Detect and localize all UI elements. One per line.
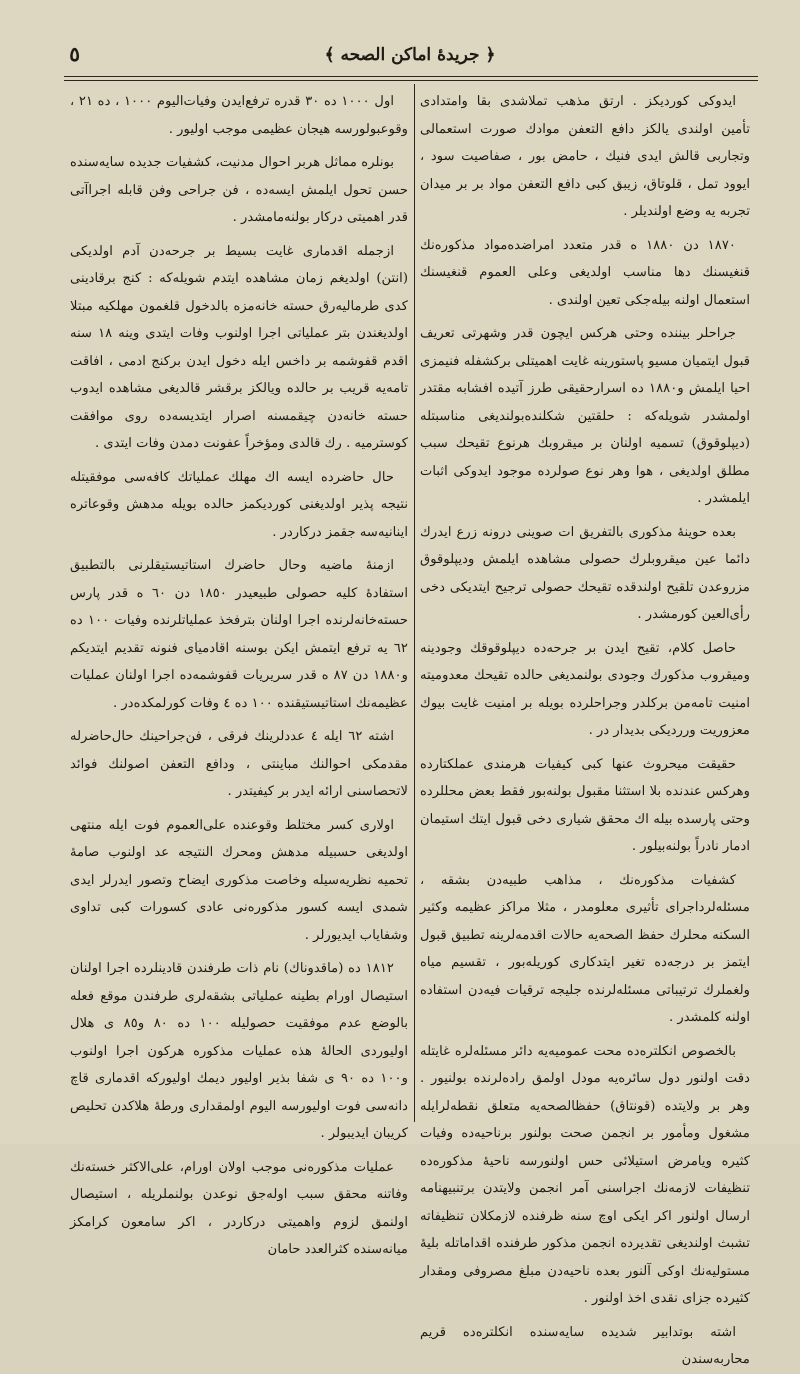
paragraph: ازمنهٔ ماضیه وحال حاضرك استاتیستیقلرنی بالتطبیق استفادهٔ کلیه حصولی طبیعیدر ١٨٥٠ دن ٦٠ ه قدر پارس حسته‌خانه‌لرنده اجرا اولنان بترفخذ عملیاتلرنده وفیات ١٠٠ ده ٦٢ یه ترفع ایتمش ایکن بوسنه اقادمیای فنونه تقدیم ایتدیکم و١٨٨٠ دن ٨٧ ه قدر سریریات قفوشمه‌ده اجرا اولنان عملیات عظیمه‌نك استاتیستیقنده ١٠٠ ده ٤ وفات کورلمکده‌در . bbox=[70, 558, 409, 711]
paragraph: ١٨١٢ ده (ماقدوناك) نام ذات طرفندن قادینلرده اجرا اولنان استیصال اورام بطینه عملیاتی بشقه‌لری طرفندن موقع فعله بالوضع عدم موفقیت حصولیله ١٠٠ ده ٨٠ و٨٥ ی هلال اولیوردی الحالهٔ هذه عملیات مذکوره هرکون اجرا اولنوب و١٠٠ ده ٩٠ ی شفا بذیر اولیور دیمك اولیورکه اقدماری قاچ دانه‌سی فوت اولیورسه الیوم اولمقداری ورطهٔ هلاکدن تحلیص کریبان ایدیبولر . bbox=[70, 961, 409, 1141]
paragraph: حقیقت میحروث عنها کبی کیفیات هرمندی عملکتارده وهرکس عندنده بلا استثنا مقبول بولنه‌بور فقط بعض محللرده وحتی پارسده بیله اك محقق شیاری دخی قبول ایتك استیمان ادمار نادراً بولنه‌بیلور . bbox=[420, 756, 750, 854]
paragraph: کشفیات مذکوره‌نك ، مذاهب طبیه‌دن بشقه ، مسئله‌لرداجرای تأثیری معلومدر ، مثلا مراکز عظیمه وکثیر السکنه محلرك حفظ الصحه‌یه حالات اقدمه‌لرینه تطبیق قبول ایتمز بر درجه‌ده تغیر ایتدکاری کوریله‌بور ، تقسیم میاه ولغملرك ترتیباتی مسئله‌لرنده جلیجه ترقیات فیه‌دن استفاده اولنه کلمشدر . bbox=[420, 872, 750, 1025]
paragraph: اولاری کسر مختلط وقوعنده علی‌العموم فوت ایله منتهی اولدیغی حسبیله مدهش ومحرك النتیجه عد اولنوب صامهٔ تحمیه نظریه‌سیله وخاصت مذکوری ایضاح وتصور ایدرلر ایدی شمدی ایسه کسور مذکوره‌نی عادی کسورات کبی تداوی وشفایاب ایدیورلر . bbox=[70, 817, 408, 943]
paragraph: ١٨٧٠ دن ١٨٨٠ ه قدر متعدد امراضده‌مواد مذکوره‌نك قنغیسنك دها مناسب اولدیغی وعلی العموم قنغیسنك استعمال اولنه بیله‌جکی تعین اولندی . bbox=[420, 237, 750, 308]
column-divider bbox=[414, 84, 415, 1122]
left-column bbox=[70, 88, 409, 1257]
paragraph: حاصل کلام، تقیح ایدن بر جرحه‌ده دیپلوقوقك وجودینه ومیقروب مذکورك وجودی بولنمدیغی حالده تقیحك معدومیته امنیت تامه‌من برکلدر وجراحلرده بویله بر امنیت غایت بیوك معزوریت ورردیکی بدیدار در . bbox=[420, 640, 750, 738]
paragraph: ازجمله اقدماری غایت بسیط بر جرحه‌دن آدم اولدیکی (انتن) اولدیغم زمان مشاهده ایتدم شویله‌که : کنج برقادینی کدی طرمالیه‌رق حسته خانه‌مزه بالدخول قلغمون مهلکیه مبتلا اولدیغندن بتر عملیاتی اجرا اولنوب وفات ایتدی وینه ١٨ سنه اقدم قفوشمه بر داخس ایله دخول ایدن برکنج ادمی ، افاقت تامه‌یه قریب بر حالده ویالکز برقشر قالدیغی مشاهده ایدوب حسته خانه‌دن چیقمسنه اصرار ایتدیسه‌ده روی موافقت کوسترمیه . رك قالدی ومؤخراً عفونت دمدن وفات ایتدی . bbox=[70, 243, 408, 451]
paragraph: جراحلر بیننده وحتی هرکس ایچون قدر وشهرتی تعریف قبول ایتمیان مسیو پاستورینه غایت اهمیتلی برکشفله فنیمزی احیا ایلمش و١٨٨٠ ده اسرارحقیقی طرز آتیده افشابه مقتدر اولمشدر شویله‌که : حلقتین شکلنده‌بولندیغی مناسبتله (دیپلوقوق) تسمیه اولنان بر میقروبك هرنوع تقیحك سبب مطلق اولدیغی ، هوا وهر نوع صولرده موجود ایدوکی اثبات ایلمشدر . bbox=[420, 326, 750, 506]
paragraph: بعده حوینهٔ مذکوری بالتفریق ات صوینی درونه زرع ایدرك دائما عین میقروبلرك حصولی مشاهده ایلمش ودیپلوقوق مزروعدن تلقیح اولندقده تقیحك حصولی ترجیح ایتدیکی دخی رأی‌العین کورمشدر . bbox=[420, 524, 750, 622]
journal-title: ﴿ جریدهٔ اماکن الصحه ﴾ bbox=[324, 45, 496, 65]
page-number: ٥ bbox=[69, 42, 80, 66]
paragraph: بالخصوص انکلتره‌ده محت عمومیه‌یه دائر مسئله‌لره غایتله دقت اولنور دول سائره‌یه مودل اولمق راده‌لرنده بولنیور . وهر بر ولایتده (قونتاق) حفظالصحه‌یه متعلق نقطه‌لرایله مشغول ومأمور بر انجمن صحت بولنور برناحیه‌ده وفیات کثیره ویامرض استیلائی حس اولنورسه ناحیهٔ مذکوره‌ده تنظیفات لازمه‌نك اجراسنی آمر انجمن ولایتدن برتنبیهنامه ارسال اولنور اکر ایکی اوچ سنه ظرفنده لازمکلان تنظیفاته تشبث اولندیغی تقدیرده انجمن مذکور طرفنده اقداماتله بلیهٔ مستولیه‌نك اوکی آلنور بعده ناحیه‌دن مبلغ مصروفی ومقدار کثیرده جزای نقدی اخذ اولنور . bbox=[420, 1043, 750, 1306]
paragraph: حال حاضرده ایسه اك مهلك عملیاتك کافه‌سی موفقیتله نتیجه پذیر اولدیغنی کوردیکمز حالده بویله مدهش وقوعاتره اینانیه‌سه جقمز درکاردر . bbox=[70, 469, 408, 540]
page-header bbox=[60, 40, 760, 76]
paragraph: عملیات مذکوره‌نی موجب اولان اورام، علی‌الاکثر خسته‌نك وفاتنه محقق سبب اوله‌جق نوعدن بولنملریله ، استیصال اولنمق لزوم واهمیتی درکاردر ، اکر سامعون کرامکز میانه‌سنده کثرالعدد حامان bbox=[70, 1159, 408, 1257]
paragraph: ایدوکی کوردیکز . ارتق مذهب تملاشدی بقا وامتدادی تأمین اولندی یالکز دافع التعفن موادك صورت استعمالی وتجاربی قالش ایدی فنیك ، حامض بور ، صفاصیت سود ، ایوود تمل ، قلوتاق، زیبق کبی دافع التعفن مواد بر بر میدان تجربه یه وضع اولندیلر . bbox=[420, 94, 750, 219]
right-column bbox=[420, 88, 750, 1367]
paragraph: اشته بوتدابیر شدیده سایه‌سنده انکلتره‌ده قریم محاربه‌سندن bbox=[420, 1324, 750, 1367]
paragraph: بونلره مماثل هربر احوال مدنیت، کشفیات جدیده سایه‌سنده حسن تحول ایلمش ایسه‌ده ، فن جراحی وفن قابله اجراآتی قدر اهمیتی درکار بولنه‌مامشدر . bbox=[70, 155, 408, 225]
paragraph: اشته ٦٢ ایله ٤ عددلرینك فرقی ، فن‌جراحینك حال‌حاضرله مقدمکی احوالنك مباینتی ، ودافع التعفن اصولنك فوائد لاتحصاسنی ارائه ایدر بر کیفیتدر . bbox=[70, 729, 408, 799]
header-rule bbox=[64, 76, 758, 77]
paragraph: اول ١٠٠٠ ده ٣٠ قدره ترفع‌ایدن وفیات‌الیوم ١٠٠٠ ، ده ٢١ ، وقوعبولورسه هیجان عظیمی موجب اولیور . bbox=[70, 94, 408, 137]
header-rule-inner bbox=[64, 80, 758, 81]
